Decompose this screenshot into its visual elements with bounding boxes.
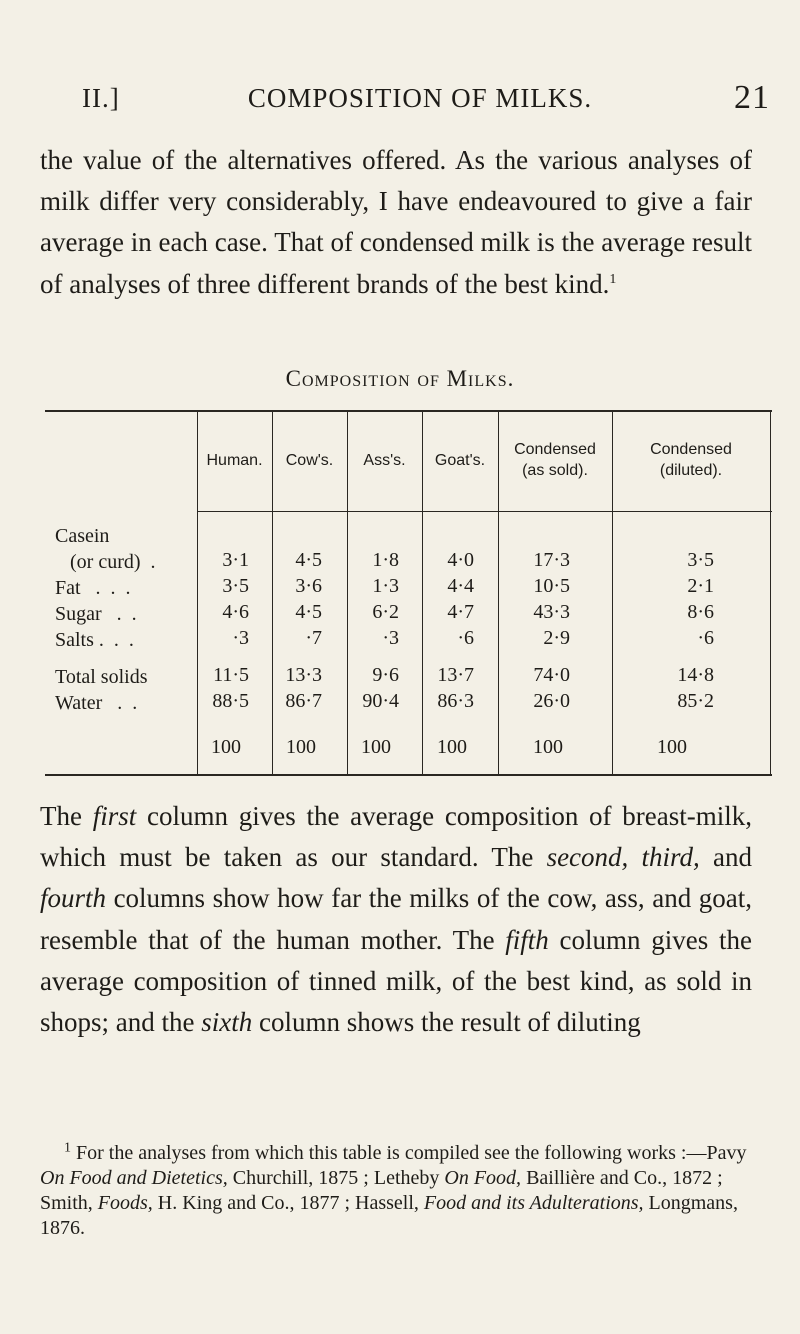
column-header-line: Condensed [514,441,596,458]
table-cell: 9·6 [372,664,399,686]
table-cell: 3·6 [295,575,322,597]
footnote-reference: 1 [609,271,617,287]
table-cell: 8·6 [687,601,714,623]
citation-title: On Food and Dietetics, [40,1167,228,1189]
column-header-ass [347,450,422,471]
table-cell: 3·5 [687,549,714,571]
body-text: The [40,801,93,831]
column-header-line: Ass's. [363,452,406,469]
total-cell: 100 [657,736,687,758]
table-cell: 2·9 [543,627,570,649]
table-cell: 26·0 [533,690,570,712]
total-cell: 100 [211,736,241,758]
table-cell: 3·5 [222,575,249,597]
footnote-text: Churchill, 1875 ; Letheby [227,1167,445,1189]
column-header-condensed-sold [498,439,612,481]
table-cell: 88·5 [212,690,249,712]
table-cell: 6·2 [372,601,399,623]
table-cell: 10·5 [533,575,570,597]
page-header [70,79,770,123]
row-label-salts: Salts . . . [55,629,134,651]
table-cell: ·6 [697,627,714,649]
table-cell: ·3 [232,627,249,649]
table-title: Composition of Milks. [285,366,515,391]
column-header-line: (diluted). [659,462,723,479]
column-header-human [197,450,272,471]
table-top-rule [45,410,772,412]
row-label-water: Water . . [55,692,138,714]
footnote-text: H. King and Co., 1877 ; Hassell, [152,1192,424,1214]
table-cell: ·7 [305,627,322,649]
table-cell: 4·4 [447,575,474,597]
table-cell: 86·3 [437,690,474,712]
body-text: column shows the result of diluting [252,1007,641,1038]
table-cell: 4·7 [447,601,474,623]
emphasis: sixth [201,1007,253,1038]
row-label-line: (or curd) . [55,551,156,573]
total-cell: 100 [533,736,563,758]
table-cell: 4·5 [295,549,322,571]
citation-title: On Food, [444,1167,522,1189]
table-cell: 1·3 [372,575,399,597]
row-label-total-solids: Total solids [55,666,148,688]
body-text: column gives the average composition of tinned milk, of the best kind, as sold in shops; and the [40,924,752,1038]
footnote-text: For the analyses from which this table is compiled see the following works :—Pavy [71,1142,747,1164]
milk-composition-table [45,410,772,776]
page-number: 21 [734,79,770,116]
column-header-condensed-diluted [612,439,770,481]
row-label-fat: Fat . . . [55,577,131,599]
body-text: and [699,842,753,873]
table-cell: 4·0 [447,549,474,571]
table-cell: 14·8 [677,664,714,686]
column-header-line: Cow's. [285,452,334,469]
body-text: columns show how far the milks of the cow, ass, and goat, resemble that of the human mother. The [40,883,752,955]
table-cell: 1·8 [372,549,399,571]
table-cell: 13·7 [437,664,474,686]
column-header-line: Condensed [650,441,732,458]
table-right-rule [770,410,771,776]
total-cell: 100 [361,736,391,758]
intro-paragraph [40,140,752,305]
column-header-cow [272,450,347,471]
footnote [40,1141,760,1241]
table-cell: ·6 [457,627,474,649]
footnote-text: Longmans, 1876. [40,1192,738,1239]
table-cell: 17·3 [533,549,570,571]
total-cell: 100 [286,736,316,758]
running-title: COMPOSITION OF MILKS. [247,83,593,113]
section-marker: II.] [82,83,120,113]
table-cell: 3·1 [222,549,249,571]
table-bottom-rule [45,774,772,776]
table-cell: 11·5 [213,664,249,686]
column-header-line: Goat's. [434,452,486,469]
column-header-goat [422,450,498,471]
column-header-line: (as sold). [522,462,588,479]
emphasis: fourth [40,883,107,914]
table-cell: 4·6 [222,601,249,623]
table-header-rule [197,511,772,512]
emphasis: second, third, [546,842,700,873]
table-cell: 2·1 [687,575,714,597]
table-cell: 4·5 [295,601,322,623]
table-cell: 13·3 [285,664,322,686]
column-header-line: Human. [206,452,263,469]
intro-text: the value of the alternatives offered. As the various analyses of milk differ very considerably, I have endeavoured to give a fair average in each case. That of condensed milk is the average result of analyses of three different brands of the best kind. [40,145,752,299]
citation-title: Food and its Adulterations, [423,1192,644,1214]
footnote-marker: 1 [64,1140,71,1156]
row-label-casein [55,523,156,575]
total-cell: 100 [437,736,467,758]
emphasis: fifth [505,924,549,955]
table-cell: 43·3 [533,601,570,623]
emphasis: first [92,801,137,831]
table-cell: 85·2 [677,690,714,712]
row-label-line: Casein [55,525,110,547]
body-paragraph [40,796,752,1043]
table-cell: ·3 [382,627,399,649]
row-label-sugar: Sugar . . [55,603,137,625]
table-cell: 86·7 [285,690,322,712]
table-cell: 90·4 [362,690,399,712]
table-cell: 74·0 [533,664,570,686]
footnote-text: Baillière and Co., 1872 ; Smith, [40,1167,723,1214]
citation-title: Foods, [97,1192,153,1214]
body-text: column gives the average composition of breast-milk, which must be taken as our standard. The [40,801,752,873]
